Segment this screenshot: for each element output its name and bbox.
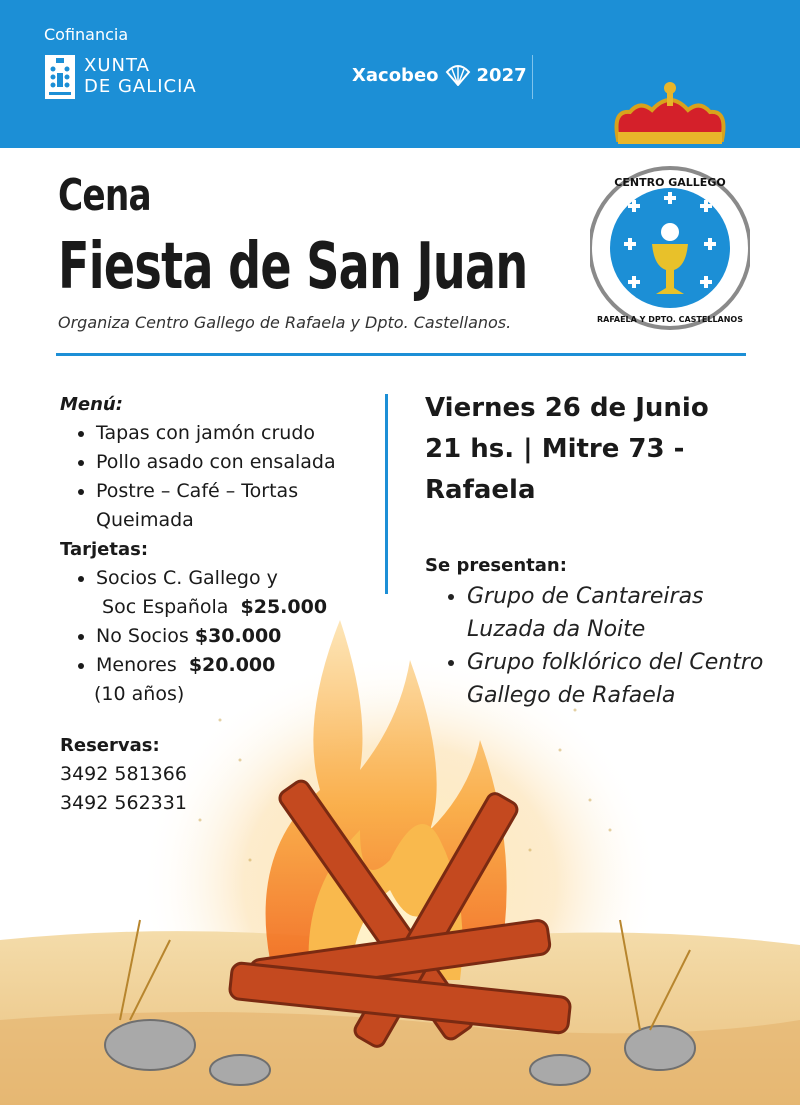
list-item: • Pollo asado con ensalada	[96, 448, 380, 477]
organizer-subtitle: Organiza Centro Gallego de Rafaela y Dpto. Castellanos.	[58, 313, 512, 332]
xunta-emblem-icon	[45, 55, 75, 99]
title-cena: Cena	[58, 170, 151, 221]
phone-number: 3492 581366	[60, 763, 187, 785]
menu-heading: Menú:	[60, 394, 123, 415]
list-item: • Menores $20.000	[96, 651, 380, 680]
phone-number: 3492 562331	[60, 792, 187, 814]
svg-text:RAFAELA Y DPTO. CASTELLANOS: RAFAELA Y DPTO. CASTELLANOS	[596, 315, 744, 324]
centro-gallego-crest-logo	[590, 80, 750, 338]
scallop-shell-icon	[445, 64, 471, 86]
horizontal-divider	[56, 353, 746, 356]
performers-list	[425, 580, 765, 712]
tarjetas-heading: Tarjetas:	[60, 539, 149, 560]
presentan-heading: Se presentan:	[425, 555, 567, 576]
menores-note: (10 años)	[94, 683, 185, 705]
vertical-divider	[385, 394, 388, 594]
event-city: Rafaela	[425, 475, 536, 505]
event-time-address: 21 hs. | Mitre 73 -	[425, 434, 685, 464]
event-date-line: Viernes 26 de Junio	[425, 393, 709, 423]
xacobeo-logo: Xacobeo 2027	[352, 64, 527, 86]
list-item: • Tapas con jamón crudo	[96, 419, 380, 448]
xunta-de-galicia-text: XUNTA DE GALICIA	[84, 55, 197, 97]
list-item: • Grupo folklórico del Centro Gallego de Rafaela	[467, 646, 765, 712]
page-title: Fiesta de San Juan	[58, 230, 528, 304]
tarjetas-list	[60, 564, 380, 680]
divider	[532, 55, 533, 99]
list-item: • Postre – Café – Tortas Queimada	[96, 477, 380, 535]
right-column	[425, 388, 765, 712]
reservas-heading: Reservas:	[60, 735, 160, 756]
list-item: • No Socios $30.000	[96, 622, 380, 651]
list-item: • Socios C. Gallego y Soc Española $25.000	[96, 564, 380, 622]
menu-list	[60, 419, 380, 535]
left-column	[60, 390, 380, 818]
cofinancia-label: Cofinancia	[44, 25, 129, 44]
list-item: • Grupo de Cantareiras Luzada da Noite	[467, 580, 765, 646]
svg-text:CENTRO GALLEGO: CENTRO GALLEGO	[614, 176, 726, 189]
